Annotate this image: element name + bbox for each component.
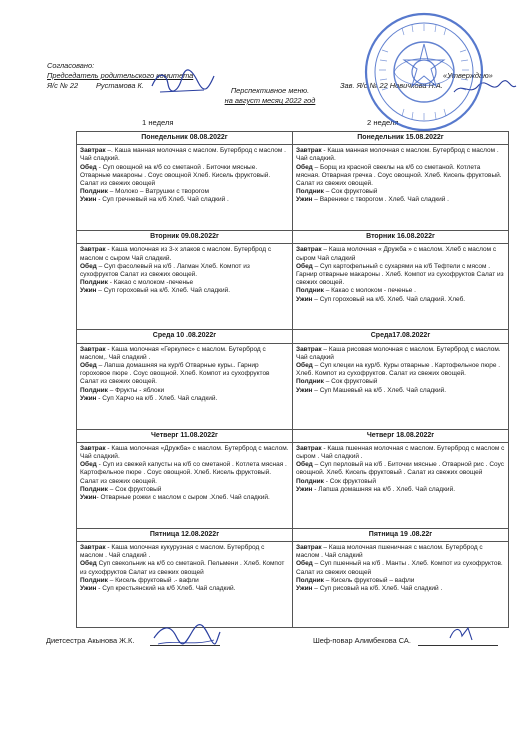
- meal-type: Полдник: [80, 279, 108, 287]
- meals-cell: [293, 244, 509, 330]
- day-header-right: Среда17.08.2022г: [293, 330, 509, 343]
- meal-type: Обед: [80, 461, 97, 469]
- meal-items: – Суп перловый на к/б . Биточки мясные . Отварной рис . Соус овощной. Хлеб. Кисель фруктовый . Салат из свежих овощей: [296, 461, 505, 477]
- meal-items: - Сок фруктовый: [323, 477, 376, 485]
- meal-entry: [80, 585, 289, 593]
- meal-type: Обед: [296, 163, 313, 171]
- meal-items: - Каша молочная из 3-х злаков с маслом. Бутерброд с маслом с сыром Чай сладкий.: [80, 246, 272, 262]
- dietitian-signature-label: Диетсестра Акынова Ж.К.: [46, 636, 135, 645]
- meal-items: - Суп гречневый на к/б Хлеб. Чай сладкий .: [96, 196, 229, 204]
- meal-entry: [80, 387, 289, 395]
- meal-type: Ужин: [296, 196, 313, 204]
- meal-type: Полдник: [80, 188, 108, 196]
- meal-type: Ужин: [80, 287, 97, 295]
- meal-type: Ужин: [296, 386, 313, 394]
- meal-entry: [296, 544, 505, 560]
- meal-entry: [296, 196, 505, 204]
- meal-type: Обед: [80, 163, 97, 171]
- meal-type: Обед: [296, 461, 313, 469]
- meal-entry: [80, 486, 289, 494]
- meal-entry: [296, 296, 505, 304]
- meals-row: [77, 343, 509, 429]
- day-header-row: [77, 132, 509, 145]
- meal-entry: [296, 246, 505, 262]
- meals-row: [77, 244, 509, 330]
- meal-type: Обед: [296, 560, 313, 568]
- meal-items: – Сок фруктовый: [323, 378, 378, 386]
- meal-items: – Молоко – Ватрушки с творогом: [107, 188, 209, 196]
- meal-items: Суп свекольник на к/б со сметаной. Пельмени . Хлеб. Компот из сухофруктов Салат из свежих овощей: [80, 560, 285, 576]
- meal-items: - Каша молочная «Дружба» с маслом. Бутерброд с маслом. Чай сладкий.: [80, 444, 289, 461]
- meal-entry: [80, 287, 289, 295]
- meal-items: – Фрукты - яблоки: [107, 386, 165, 394]
- meal-type: Завтрак: [80, 246, 106, 254]
- meal-type: Ужин: [296, 585, 313, 593]
- day-header-left: Пятница 12.08.2022г: [77, 528, 293, 541]
- menu-table: [76, 131, 509, 628]
- meal-entry: [80, 362, 289, 387]
- meals-cell: [77, 244, 293, 330]
- meal-entry: [296, 560, 505, 576]
- meal-type: Полдник: [296, 188, 324, 196]
- week-1-label: 1 неделя: [142, 118, 174, 127]
- meal-entry: [80, 164, 289, 189]
- day-header-left: Среда 10 .08.2022г: [77, 330, 293, 343]
- day-header-right: Вторник 16.08.2022г: [293, 231, 509, 244]
- meal-entry: [296, 378, 505, 386]
- meal-entry: [80, 461, 289, 486]
- meal-type: Полдник: [296, 576, 324, 584]
- meal-items: – Суп клецки на кур/б. Куры отварные . Картофельное пюре . Хлеб. Компот из сухофруктов. Салат из свежих овощей.: [296, 362, 501, 378]
- meal-items: – Каша молочная пшеничная с маслом. Бутерброд с маслом . Чай сладкий: [296, 544, 483, 560]
- meal-entry: [80, 494, 289, 502]
- meal-type: Ужин: [80, 494, 97, 502]
- meal-items: – Суп картофельный с сухарями на к/б Тефтели с мясом . Гарнир отварные макароны . Хлеб. Компот из сухофруктов Салат из свежих овощей.: [296, 262, 504, 287]
- chef-signature: [446, 622, 480, 646]
- menu-subtitle: на август месяц 2022 год: [224, 96, 316, 105]
- meal-entry: [296, 346, 505, 362]
- day-header-row: [77, 429, 509, 442]
- meal-entry: [296, 263, 505, 288]
- meal-items: – Каша рисовая молочная с маслом. Бутерброд с маслом. Чай сладкий: [296, 345, 501, 361]
- meal-items: – Сок фруктовый: [323, 188, 378, 196]
- meal-type: Завтрак: [80, 147, 106, 155]
- meal-items: - Лапша домашняя на к/б . Хлеб. Чай сладкий.: [312, 485, 456, 493]
- meal-entry: [296, 445, 505, 461]
- meals-cell: [293, 145, 509, 231]
- meal-items: - Суп овощной на к/б со сметаной . Биточки мясные. Отварные макароны . Соус овощной Хлеб. Кисель фруктовый. Салат из свежих овощей: [80, 163, 271, 188]
- meal-items: - Каша молочная «Геркулес» с маслом. Бутерброд с маслом,. Чай сладкий .: [80, 345, 266, 361]
- meals-cell: [293, 442, 509, 528]
- meal-entry: [80, 263, 289, 279]
- meals-row: [77, 442, 509, 528]
- meal-type: Завтрак: [296, 345, 322, 353]
- day-header-row: [77, 231, 509, 244]
- meal-entry: [296, 577, 505, 585]
- chef-signature-label: Шеф-повар Алимбекова СА.: [313, 636, 411, 645]
- meal-entry: [296, 362, 505, 378]
- approve-label: «Утверждаю»: [443, 71, 493, 80]
- meal-items: – Кисель фруктовый .- вафли: [107, 576, 199, 584]
- meals-cell: [293, 343, 509, 429]
- head-name: Зав. Я/с № 22 Новичкова Н.А.: [340, 81, 443, 90]
- meal-type: Завтрак: [296, 147, 322, 155]
- meal-type: Обед: [296, 362, 313, 370]
- committee-chair-name: Рустамова К.: [96, 81, 144, 90]
- meal-type: Ужин: [80, 394, 97, 402]
- meal-entry: [80, 246, 289, 262]
- meal-type: Полдник: [296, 287, 324, 295]
- meal-entry: [296, 164, 505, 189]
- meals-row: [77, 145, 509, 231]
- day-header-left: Понедельник 08.08.2022г: [77, 132, 293, 145]
- meal-entry: [296, 486, 505, 494]
- meal-type: Ужин: [80, 585, 97, 593]
- day-header-left: Четверг 11.08.2022г: [77, 429, 293, 442]
- meal-entry: [80, 147, 289, 163]
- meal-items: - Какао с молоком -печенье: [107, 279, 194, 287]
- meal-items: – Борщ из красной свеклы на к/б со сметаной. Котлета мясная. Отварная гречка . Соус овощной. Хлеб. Кисель фруктовый. Салат из свежих овощей.: [296, 163, 502, 188]
- meal-type: Ужин: [296, 485, 313, 493]
- day-header-left: Вторник 09.08.2022г: [77, 231, 293, 244]
- meal-items: - Суп крестьянский на к/б Хлеб. Чай сладкий.: [96, 585, 236, 593]
- meal-entry: [80, 346, 289, 362]
- meal-type: Завтрак: [296, 544, 322, 552]
- meal-items: - Каша молочная кукурузная с маслом. Бутерброд с маслом . Чай сладкий .: [80, 544, 265, 560]
- meal-type: Полдник: [80, 386, 108, 394]
- menu-title: Перспективное меню.: [230, 86, 310, 95]
- meal-items: – Суп гороховый на к/б. Хлеб. Чай сладкий.: [96, 287, 231, 295]
- committee-school: Я/с № 22: [47, 81, 79, 90]
- meal-items: –. Каша манная молочная с маслом. Бутерброд с маслом . Чай сладкий.: [80, 147, 286, 163]
- meals-cell: [77, 343, 293, 429]
- meal-type: Завтрак: [80, 544, 106, 552]
- meal-type: Завтрак: [80, 345, 106, 353]
- official-stamp: [362, 10, 486, 134]
- meal-type: Обед: [80, 560, 97, 568]
- meal-items: – Вареники с творогом . Хлеб. Чай сладкий .: [312, 196, 449, 204]
- dietitian-signature: [150, 620, 222, 650]
- meal-entry: [80, 577, 289, 585]
- meal-type: Полдник: [80, 485, 108, 493]
- meal-items: – Суп фасолевый на к/б . Лагман Хлеб. Компот из сухофруктов Салат из свежих овощей.: [80, 262, 250, 279]
- meal-type: Ужин: [296, 295, 313, 303]
- meals-cell: [77, 442, 293, 528]
- meal-type: Завтрак: [296, 444, 322, 452]
- meal-entry: [296, 585, 505, 593]
- meal-items: – Каша молочная « Дружба » с маслом. Хлеб с маслом с сыром Чай сладкий: [296, 246, 497, 262]
- meal-entry: [80, 544, 289, 560]
- meal-items: - Отварные рожки с маслом с сыром .Хлеб. Чай сладкий.: [96, 494, 270, 502]
- day-header-row: [77, 330, 509, 343]
- day-header-right: Четверг 18.08.2022г: [293, 429, 509, 442]
- meal-entry: [80, 560, 289, 576]
- meal-entry: [80, 196, 289, 204]
- meal-type: Обед: [80, 362, 97, 370]
- meal-type: Ужин: [80, 196, 97, 204]
- meal-items: – Сок фруктовый: [107, 485, 162, 493]
- meal-entry: [296, 287, 505, 295]
- day-header-right: Пятница 19 .08.22г: [293, 528, 509, 541]
- meal-entry: [296, 387, 505, 395]
- meals-cell: [77, 145, 293, 231]
- meal-items: – Суп Машевый на к/б . Хлеб. Чай сладкий.: [312, 386, 447, 394]
- meal-items: - Суп из свежей капусты на к/б со сметаной . Котлета мясная . Картофельное пюре . Соус овощной. Хлеб. Кисель фруктовый. Салат из свежих овощей.: [80, 461, 287, 485]
- meals-cell: [293, 542, 509, 628]
- meal-type: Завтрак: [80, 444, 106, 452]
- meal-items: – Суп пшенный на к/б . Манты . Хлеб. Компот из сухофруктов. Салат из свежих овощей: [296, 560, 503, 576]
- week-2-label: 2 неделя: [367, 118, 399, 127]
- meal-items: - Каша пшенная молочная с маслом. Бутерброд с маслом с сыром . Чай сладкий .: [296, 444, 505, 461]
- meal-items: - Суп Харчо на к/б . Хлеб. Чай сладкий.: [96, 394, 218, 402]
- approved-label: Согласовано:: [47, 61, 95, 70]
- committee-chair-title: Председатель родительского комитета: [47, 71, 194, 80]
- meal-entry: [80, 445, 289, 461]
- meal-items: – Лапша домашняя на кур/б Отварные куры.. Гарнир гороховое пюре . Соус овощной. Хлеб. Компот из сухофруктов Салат из свежих овощей.: [80, 362, 270, 386]
- day-header-right: Понедельник 15.08.2022г: [293, 132, 509, 145]
- meal-items: – Суп рисовый на к/б. Хлеб. Чай сладкий .: [312, 585, 443, 593]
- meal-type: Обед: [296, 262, 313, 270]
- meal-type: Полдник: [296, 378, 324, 386]
- meal-items: – Кисель фруктовый – вафли: [323, 576, 415, 584]
- meal-type: Полдник: [296, 477, 324, 485]
- meal-entry: [296, 461, 505, 477]
- meals-row: [77, 542, 509, 628]
- meal-items: – Суп гороховый на к/б. Хлеб. Чай сладкий. Хлеб.: [312, 295, 466, 303]
- meal-entry: [296, 478, 505, 486]
- meal-entry: [80, 395, 289, 403]
- meal-items: - Каша манная молочная с маслом. Бутерброд с маслом . Чай сладкий.: [296, 147, 499, 163]
- meal-type: Полдник: [80, 576, 108, 584]
- meal-type: Обед: [80, 262, 97, 270]
- meals-cell: [77, 542, 293, 628]
- day-header-row: [77, 528, 509, 541]
- meal-entry: [296, 147, 505, 163]
- meal-items: – Какао с молоком - печенье .: [323, 287, 416, 295]
- meal-type: Завтрак: [296, 246, 322, 254]
